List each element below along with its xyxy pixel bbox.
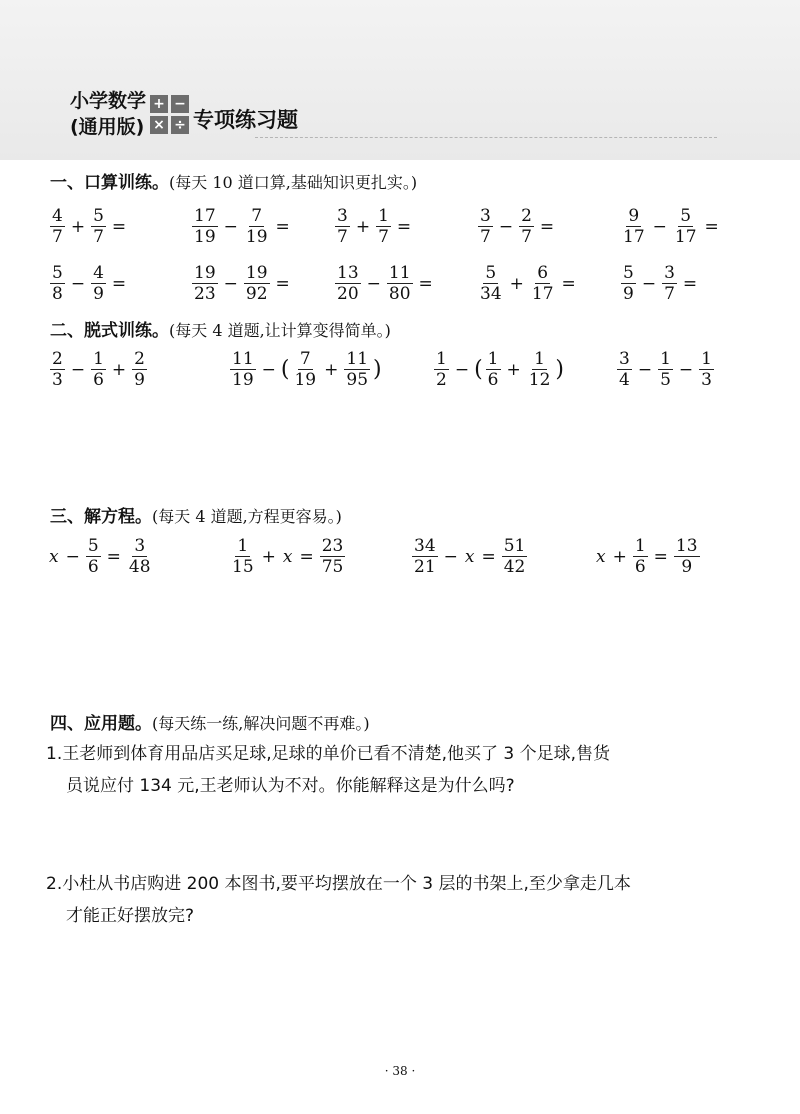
equals-sign: =	[111, 273, 127, 294]
word-problem-1	[46, 738, 766, 802]
equals-sign: =	[396, 216, 412, 237]
numerator: 1	[237, 536, 249, 556]
series-name	[70, 88, 146, 140]
denominator: 12	[528, 370, 551, 390]
denominator: 9	[134, 370, 145, 390]
numerator: 19	[245, 263, 268, 283]
plus-icon: +	[150, 95, 168, 113]
numerator: 3	[664, 263, 675, 283]
problem-text: 2.小杜从书店购进 200 本图书,要平均摆放在一个 3 层的书架上,至少拿走几本	[46, 874, 631, 894]
fraction	[50, 206, 65, 247]
numerator: 3	[134, 536, 146, 556]
fraction	[658, 349, 673, 390]
operator: −	[443, 546, 458, 567]
equation	[593, 536, 702, 577]
denominator: 6	[93, 370, 104, 390]
fraction	[91, 349, 106, 390]
denominator: 34	[480, 284, 502, 304]
fraction	[127, 536, 153, 577]
fraction	[502, 536, 528, 577]
numerator: 5	[485, 263, 497, 283]
section-note: (每天 4 道题,让计算变得简单。)	[169, 321, 391, 340]
oral-problem	[619, 206, 723, 247]
variable-x: x	[49, 546, 59, 567]
denominator: 5	[660, 370, 671, 390]
numerator: 1	[487, 349, 499, 369]
stepwise-problem	[228, 349, 383, 390]
equation	[46, 536, 155, 577]
numerator: 1	[436, 349, 447, 369]
operator: −	[261, 359, 276, 380]
numerator: 5	[52, 263, 63, 283]
denominator: 4	[619, 370, 630, 390]
fraction	[530, 263, 556, 304]
operator: −	[454, 359, 470, 380]
fraction	[527, 349, 553, 390]
equals-sign: =	[275, 273, 290, 294]
fraction	[86, 536, 101, 577]
equals-sign: =	[704, 216, 719, 237]
denominator: 17	[531, 284, 554, 304]
numerator: 4	[93, 263, 104, 283]
numerator: 13	[337, 263, 359, 283]
oral-problem	[333, 263, 437, 304]
fraction	[292, 349, 318, 390]
section-application-title	[50, 709, 370, 734]
denominator: 9	[93, 284, 104, 304]
numerator: 51	[503, 536, 526, 556]
numerator: 4	[52, 206, 63, 226]
operator: +	[261, 546, 276, 567]
fraction	[486, 349, 501, 390]
denominator: 7	[480, 227, 491, 247]
denominator: 6	[87, 557, 99, 577]
header-divider	[255, 137, 717, 138]
denominator: 7	[93, 227, 104, 247]
numerator: 5	[87, 536, 99, 556]
denominator: 17	[623, 227, 645, 247]
denominator: 15	[232, 557, 254, 577]
operator: −	[641, 273, 657, 294]
minus-icon: −	[171, 95, 189, 113]
oral-problem	[190, 263, 294, 304]
fraction	[192, 263, 218, 304]
numerator: 2	[521, 206, 532, 226]
fraction	[478, 263, 504, 304]
numerator: 1	[534, 349, 545, 369]
equals-sign: =	[539, 216, 555, 237]
numerator: 17	[194, 206, 216, 226]
numerator: 1	[93, 349, 104, 369]
stepwise-problem	[615, 349, 716, 390]
numerator: 2	[134, 349, 145, 369]
operator: −	[652, 216, 667, 237]
numerator: 1	[378, 206, 389, 226]
denominator: 6	[487, 370, 499, 390]
numerator: 6	[537, 263, 549, 283]
operator: −	[498, 216, 514, 237]
fraction	[132, 349, 147, 390]
denominator: 19	[294, 370, 317, 390]
denominator: 92	[245, 284, 268, 304]
section-note: (每天练一练,解决问题不再难。)	[152, 714, 370, 733]
fraction	[617, 349, 632, 390]
fraction	[387, 263, 413, 304]
series-line1: 小学数学	[70, 90, 147, 112]
problem-text: 1.王老师到体育用品店买足球,足球的单价已看不清楚,他买了 3 个足球,售货	[46, 744, 611, 764]
series-line2: (通用版)	[70, 116, 145, 138]
fraction	[244, 206, 270, 247]
operator: +	[324, 359, 339, 380]
denominator: 7	[521, 227, 532, 247]
operator: −	[678, 359, 694, 380]
oral-problem	[476, 206, 558, 247]
section-oral-title	[50, 168, 417, 193]
operator: −	[223, 273, 238, 294]
times-icon: ×	[150, 116, 168, 134]
denominator: 19	[245, 227, 268, 247]
oral-problem	[619, 263, 701, 304]
denominator: 75	[321, 557, 344, 577]
numerator: 11	[388, 263, 411, 283]
section-note: (每天 4 道题,方程更容易。)	[152, 507, 342, 526]
operator: +	[355, 216, 371, 237]
equals-sign: =	[481, 546, 496, 567]
oral-problem	[48, 263, 130, 304]
operator: +	[70, 216, 86, 237]
oral-problem	[190, 206, 294, 247]
numerator: 1	[634, 536, 646, 556]
denominator: 9	[623, 284, 634, 304]
oral-problem	[48, 206, 130, 247]
equation	[228, 536, 347, 577]
numerator: 19	[194, 263, 216, 283]
fraction	[192, 206, 218, 247]
denominator: 2	[436, 370, 447, 390]
numerator: 3	[619, 349, 630, 369]
fraction	[376, 206, 391, 247]
section-stepwise-title	[50, 316, 391, 341]
numerator: 1	[660, 349, 671, 369]
denominator: 80	[388, 284, 411, 304]
denominator: 95	[346, 370, 369, 390]
numerator: 23	[321, 536, 344, 556]
fraction	[320, 536, 346, 577]
denominator: 6	[634, 557, 646, 577]
operator: −	[70, 273, 86, 294]
fraction	[699, 349, 714, 390]
stepwise-problem	[48, 349, 149, 390]
numerator: 7	[251, 206, 263, 226]
operator: −	[637, 359, 653, 380]
equals-sign: =	[275, 216, 290, 237]
equals-sign: =	[561, 273, 576, 294]
right-paren: )	[373, 357, 382, 382]
fraction	[621, 206, 647, 247]
word-problem-2	[46, 868, 766, 932]
left-paren: (	[280, 357, 290, 382]
denominator: 7	[337, 227, 348, 247]
oral-problem	[333, 206, 415, 247]
fraction	[633, 536, 648, 577]
fraction	[335, 263, 361, 304]
numerator: 13	[675, 536, 698, 556]
page-title: 专项练习题	[193, 108, 299, 132]
denominator: 7	[52, 227, 63, 247]
numerator: 11	[232, 349, 254, 369]
fraction	[344, 349, 370, 390]
operator: −	[366, 273, 381, 294]
section-label: 一、口算训练。	[50, 173, 169, 193]
fraction	[478, 206, 493, 247]
divide-icon: ÷	[171, 116, 189, 134]
problem-text: 才能正好摆放完?	[66, 906, 195, 926]
fraction	[673, 206, 699, 247]
numerator: 5	[93, 206, 104, 226]
equals-sign: =	[653, 546, 668, 567]
denominator: 7	[664, 284, 675, 304]
fraction	[662, 263, 677, 304]
operator: +	[509, 273, 524, 294]
numerator: 3	[480, 206, 491, 226]
fraction	[91, 263, 106, 304]
numerator: 5	[623, 263, 634, 283]
oral-problem	[476, 263, 580, 304]
series-logo	[70, 84, 298, 144]
equals-sign: =	[682, 273, 698, 294]
fraction	[91, 206, 106, 247]
numerator: 2	[52, 349, 63, 369]
variable-x: x	[282, 546, 293, 567]
denominator: 7	[378, 227, 389, 247]
numerator: 34	[414, 536, 436, 556]
section-label: 二、脱式训练。	[50, 321, 169, 341]
denominator: 19	[194, 227, 216, 247]
stepwise-problem	[432, 349, 565, 390]
denominator: 3	[52, 370, 63, 390]
denominator: 20	[337, 284, 359, 304]
numerator: 7	[299, 349, 311, 369]
denominator: 48	[128, 557, 151, 577]
fraction	[621, 263, 636, 304]
page-number: · 38 ·	[384, 1064, 416, 1078]
fraction	[335, 206, 350, 247]
equals-sign: =	[299, 546, 314, 567]
left-paren: (	[474, 357, 483, 382]
numerator: 5	[680, 206, 692, 226]
right-paren: )	[555, 357, 564, 382]
denominator: 23	[194, 284, 216, 304]
fraction	[50, 349, 65, 390]
equals-sign: =	[106, 546, 121, 567]
operator: +	[506, 359, 521, 380]
numerator: 3	[337, 206, 348, 226]
denominator: 17	[674, 227, 697, 247]
section-equation-title	[50, 502, 342, 527]
numerator: 11	[346, 349, 369, 369]
equals-sign: =	[418, 273, 433, 294]
equals-sign: =	[111, 216, 127, 237]
operator-icons	[150, 95, 189, 134]
denominator: 42	[503, 557, 526, 577]
numerator: 1	[701, 349, 712, 369]
fraction	[412, 536, 438, 577]
fraction	[50, 263, 65, 304]
numerator: 9	[628, 206, 640, 226]
operator: −	[70, 359, 86, 380]
operator: −	[65, 546, 80, 567]
equation	[410, 536, 529, 577]
section-label: 四、应用题。	[50, 714, 152, 734]
denominator: 21	[414, 557, 436, 577]
fraction	[244, 263, 270, 304]
variable-x: x	[596, 546, 606, 567]
denominator: 9	[681, 557, 693, 577]
fraction	[674, 536, 700, 577]
fraction	[434, 349, 449, 390]
fraction	[230, 536, 256, 577]
section-label: 三、解方程。	[50, 507, 152, 527]
denominator: 8	[52, 284, 63, 304]
operator: +	[111, 359, 127, 380]
fraction	[230, 349, 256, 390]
operator: +	[612, 546, 627, 567]
section-note: (每天 10 道口算,基础知识更扎实。)	[169, 173, 418, 192]
denominator: 19	[232, 370, 254, 390]
variable-x: x	[464, 546, 475, 567]
fraction	[519, 206, 534, 247]
problem-text: 员说应付 134 元,王老师认为不对。你能解释这是为什么吗?	[66, 776, 515, 796]
denominator: 3	[701, 370, 712, 390]
operator: −	[223, 216, 238, 237]
